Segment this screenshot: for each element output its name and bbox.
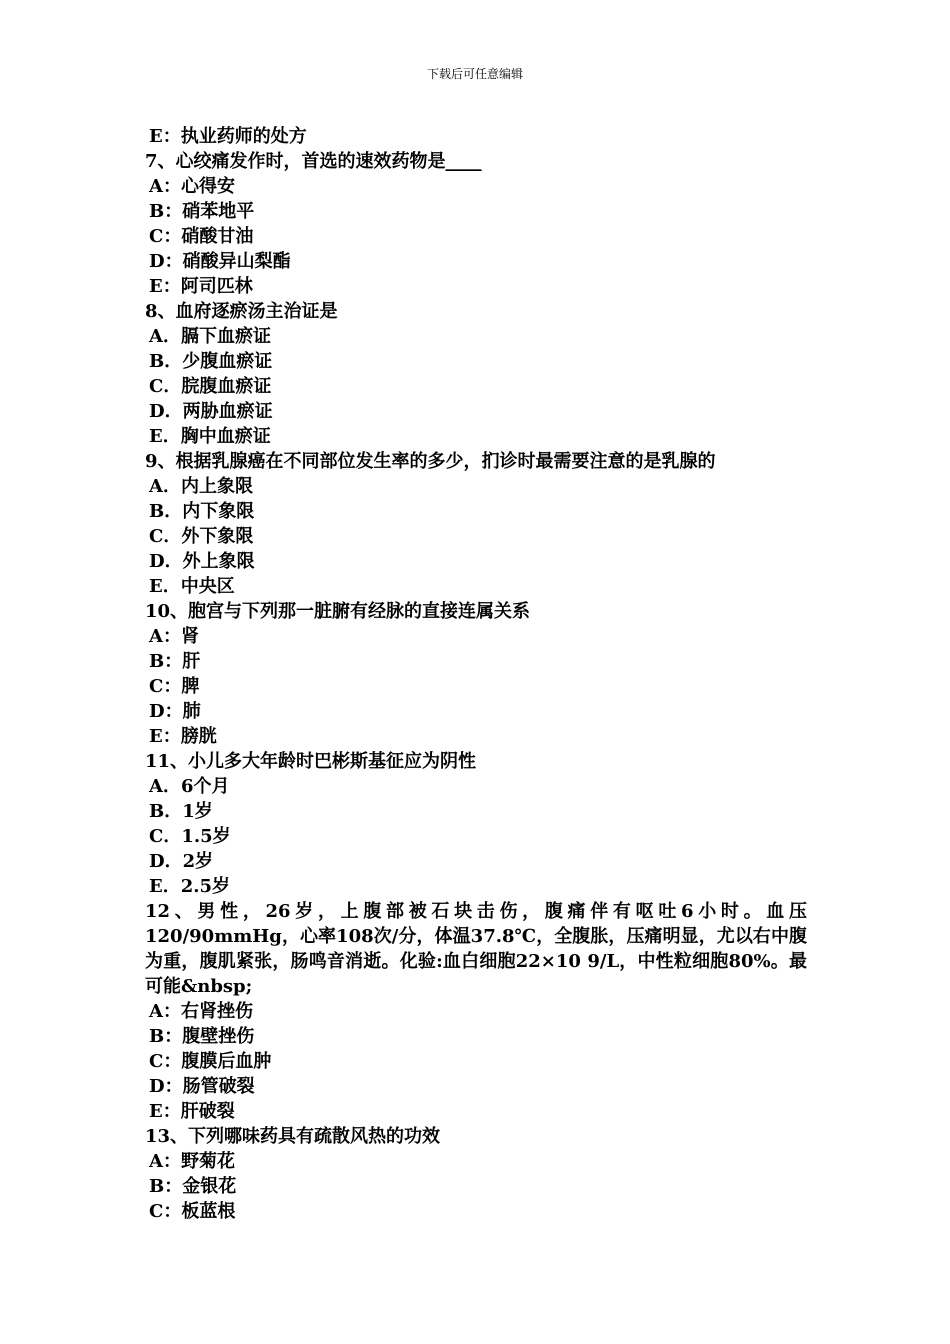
question-text: 10、胞宫与下列那一脏腑有经脉的直接连属关系 (145, 601, 531, 622)
answer-option: A．内上象限 (149, 476, 253, 497)
answer-option: D．两胁血瘀证 (149, 401, 273, 422)
answer-option: A：右肾挫伤 (149, 1001, 253, 1022)
question-text: 9、根据乳腺癌在不同部位发生率的多少，扪诊时最需要注意的是乳腺的 (145, 451, 716, 472)
question-text: 8、血府逐瘀汤主治证是 (145, 301, 338, 322)
answer-option: A：野菊花 (149, 1151, 235, 1172)
answer-option: C：板蓝根 (149, 1201, 236, 1222)
answer-option: E．胸中血瘀证 (149, 426, 271, 447)
answer-option: C：硝酸甘油 (149, 226, 254, 247)
question-list (145, 124, 807, 1224)
answer-option: C．1.5岁 (149, 826, 231, 847)
answer-option: A．6个月 (149, 776, 230, 797)
question-text: 13、下列哪味药具有疏散风热的功效 (145, 1126, 441, 1147)
question-text: 7、心绞痛发作时，首选的速效药物是____ (145, 151, 482, 172)
answer-option: C．脘腹血瘀证 (149, 376, 272, 397)
answer-option: C：脾 (149, 676, 200, 697)
answer-option: B：肝 (149, 651, 201, 672)
answer-option: C．外下象限 (149, 526, 254, 547)
answer-option: E．2.5岁 (149, 876, 231, 897)
answer-option: A：心得安 (149, 176, 235, 197)
answer-option: D．外上象限 (149, 551, 255, 572)
page-header: 下载后可任意编辑 (426, 67, 523, 81)
answer-option: E：执业药师的处方 (149, 126, 307, 147)
answer-option: C：腹膜后血肿 (149, 1051, 272, 1072)
answer-option: A：肾 (149, 626, 199, 647)
answer-option: B．内下象限 (149, 501, 255, 522)
answer-option: B：腹壁挫伤 (149, 1026, 255, 1047)
answer-option: E：阿司匹林 (149, 276, 253, 297)
answer-option: B：金银花 (149, 1176, 237, 1197)
answer-option: E：膀胱 (149, 726, 217, 747)
question-text: 12、男性，26岁，上腹部被石块击伤，腹痛伴有呕吐6小时。血压120/90mmHg，心率108次/分，体温37.8℃，全腹胀，压痛明显，尤以右中腹为重，腹肌紧张，肠鸣音消逝。化验:血白细胞22×10 9/L，中性粒细胞80%。最可能&nbsp; (145, 901, 807, 997)
answer-option: A．膈下血瘀证 (149, 326, 271, 347)
answer-option: B．1岁 (149, 801, 213, 822)
answer-option: D：肺 (149, 701, 201, 722)
answer-option: E．中央区 (149, 576, 235, 597)
answer-option: D：肠管破裂 (149, 1076, 255, 1097)
answer-option: D．2岁 (149, 851, 214, 872)
answer-option: D：硝酸异山梨酯 (149, 251, 291, 272)
answer-option: E：肝破裂 (149, 1101, 235, 1122)
answer-option: B．少腹血瘀证 (149, 351, 273, 372)
answer-option: B：硝苯地平 (149, 201, 255, 222)
question-text: 11、小儿多大年龄时巴彬斯基征应为阴性 (145, 751, 477, 772)
